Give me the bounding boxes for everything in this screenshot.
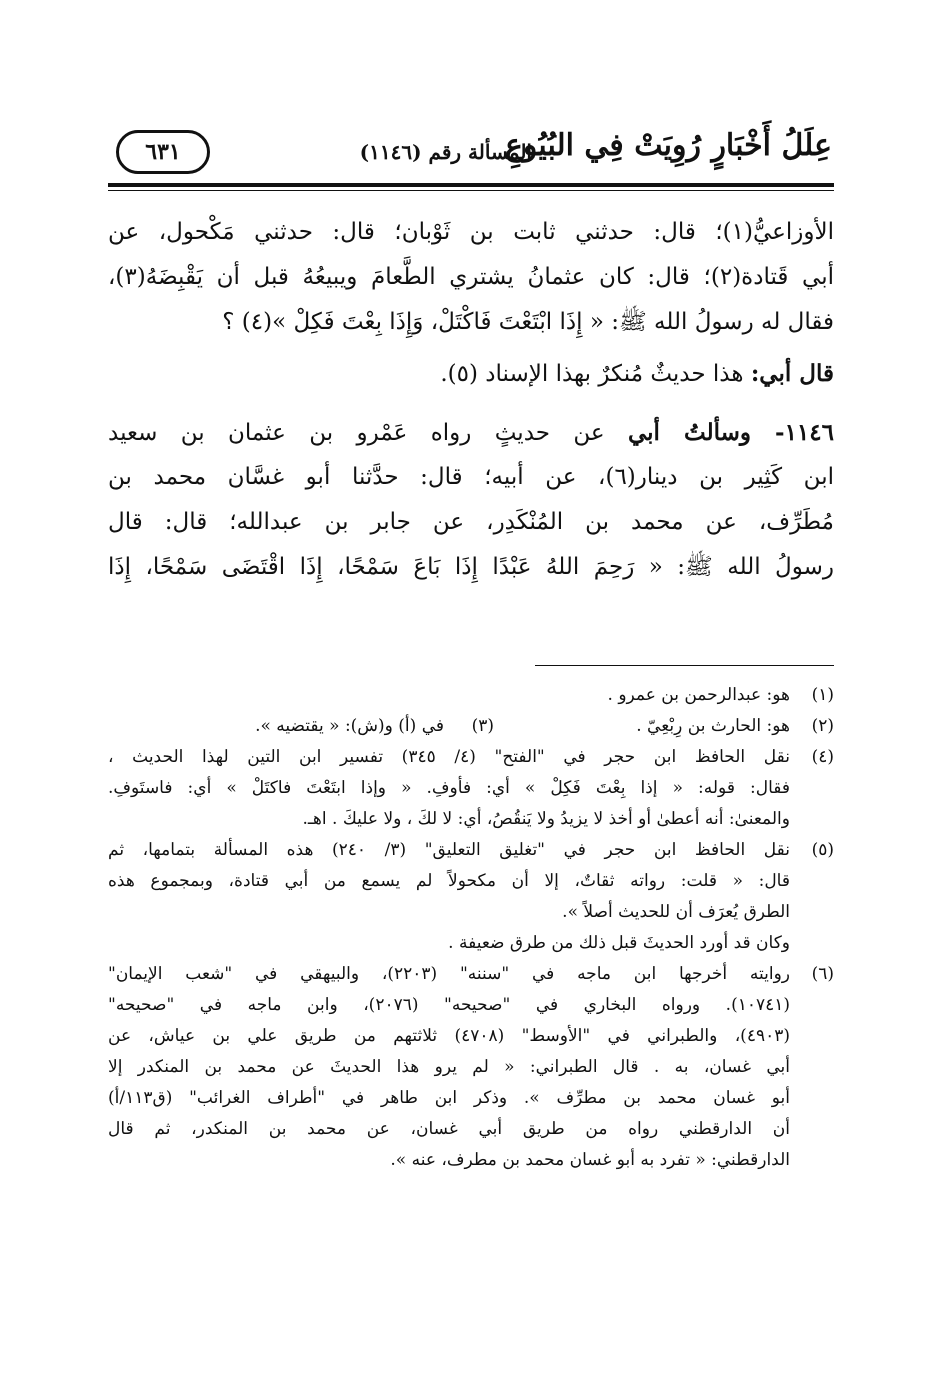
text-line: الأوزاعيُّ(١)؛ قال: حدثني ثابت بن ثَوْبان؛ قال: حدثني مَكْحول، عن (108, 219, 834, 245)
text-line: أبي قَتادة(٢)؛ قال: كان عثمانُ يشتري الطَّعامَ ويبيعُهُ قبل أن يَقْبِضَهُ(٣)، (108, 264, 834, 290)
footnote-separator (535, 665, 834, 666)
verdict-lead: قال أبي: (750, 360, 834, 387)
footnote-number: (٦) (811, 964, 834, 984)
footnote-number: (٤) (811, 747, 834, 767)
footnote-line: روايته أخرجها ابن ماجه في "سننه" (٢٢٠٣)، والبيهقي في "شعب الإيمان" (108, 964, 790, 984)
page-number: ٦٣١ (116, 130, 210, 174)
verdict-text: هذا حديثٌ مُنكرٌ بهذا الإسناد (٥). (440, 361, 744, 387)
issue-text: عن حديثٍ رواه عَمْرو بن عثمان بن سعيد (108, 420, 605, 446)
main-text (108, 210, 834, 590)
text-line: ابن كَثِير بن دينار(٦)، عن أبيه؛ قال: حدَّثنا أبو غسَّان محمد بن (108, 464, 834, 490)
footnote-line: قال: « قلت: رواته ثقاتٌ، إلا أن مكحولاً لم يسمع من أبي قتادة، وبمجموع هذه (108, 871, 790, 891)
footnote-line: الطرق يُعرَف أن للحديث أصلاً ». (562, 902, 790, 922)
footnote-4 (108, 742, 834, 835)
book-title: عِلَلُ أَخْبَارٍ رُوِيَتْ فِي البُيُوعِ (505, 128, 832, 163)
footnote-number: (٣) (471, 716, 494, 736)
footnote-line: والمعنىٰ: أنه أعطىٰ أو أخذ لا يزيدُ ولا يَنقُصُ، أي: لا لكَ ، ولا عليكَ . اهـ. (302, 809, 790, 829)
footnote-row-2-3 (108, 711, 834, 742)
text-line: رسولُ الله ﷺ: « رَحِمَ اللهُ عَبْدًا إِذَا بَاعَ سَمْحًا، إِذَا اقْتَضَى سَمْحًا، إِذَا (108, 554, 834, 580)
footnote-3-text: في (أ) و(ش): « يقتضيه ». (255, 716, 444, 736)
verdict-line (108, 351, 834, 396)
footnote-line: (٤٩٠٣)، والطبراني في "الأوسط" (٤٧٠٨) ثلاثتهم من طريق علي بن عياش، عن (108, 1026, 790, 1046)
footnote-line: وكان قد أورد الحديثَ قبل ذلك من طرق ضعيفة . (448, 933, 790, 953)
footnote-5 (108, 835, 834, 959)
footnote-line: الدارقطني: « تفرد به أبو غسان محمد بن مطرف، عنه ». (390, 1150, 790, 1170)
header-rule (108, 183, 834, 187)
issue-line (108, 410, 834, 455)
header-rule-thin (108, 190, 834, 191)
footnote-line: أبو غسان محمد بن مطرِّف ». وذكر ابن طاهر في "أطراف الغرائب" (ق١١٣/أ) (108, 1088, 790, 1108)
issue-label: المسألة رقم (١١٤٦) (359, 140, 532, 164)
text-line: فقال له رسولُ الله ﷺ: « إِذَا ابْتَعْتَ فَاكْتَلْ، وَإِذَا بِعْتَ فَكِلْ »(٤) ؟ (222, 309, 834, 335)
footnote-number: (١) (811, 685, 834, 705)
footnote-6 (108, 959, 834, 1176)
text-line: مُطَرِّف، عن محمد بن المُنْكَدِر، عن جابر بن عبدالله؛ قال: قال (108, 509, 834, 535)
issue-lead: ١١٤٦- وسألتُ أبي (627, 419, 834, 446)
footnote-number: (٢) (811, 716, 834, 736)
footnote-1 (108, 680, 834, 711)
footnote-line: نقل الحافظ ابن حجر في "تغليق التعليق" (٣/ ٢٤٠) هذه المسألة بتمامها، ثم (108, 840, 790, 860)
footnotes (108, 680, 834, 1176)
footnote-line: هو: عبدالرحمن بن عمرو . (607, 685, 790, 705)
running-header (110, 122, 832, 184)
footnote-line: أن الدارقطني رواه من طريق أبي غسان، عن محمد بن المنكدر، ثم قال (108, 1119, 790, 1139)
footnote-2-text: هو: الحارث بن رِبْعِيّ . (636, 716, 790, 736)
footnote-line: نقل الحافظ ابن حجر في "الفتح" (٤/ ٣٤٥) تفسير ابن التين لهذا الحديث ، (108, 747, 790, 767)
footnote-line: فقال: قوله: « إذا بِعْتَ فَكِلْ » أي: فأوفِ. « وإذا ابتَعْتَ فاكتَلْ » أي: فاستَوفِ. (108, 778, 790, 798)
footnote-line: أبي غسان، به . قال الطبراني: « لم يرو هذا الحديثَ عن محمد بن المنكدر إلا (108, 1057, 790, 1077)
footnote-number: (٥) (811, 840, 834, 860)
footnote-line: (١٠٧٤١). ورواه البخاري في "صحيحه" (٢٠٧٦)، وابن ماجه في "صحيحه" (108, 995, 790, 1015)
